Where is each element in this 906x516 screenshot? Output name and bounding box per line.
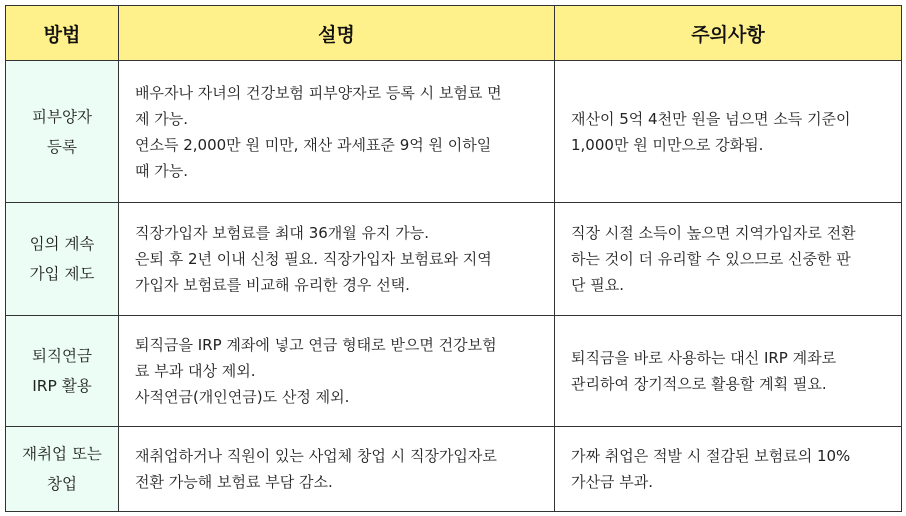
caution-text: 가산금 부과.	[571, 473, 653, 491]
caution-cell	[555, 203, 902, 316]
header-caution: 주의사항	[555, 6, 902, 61]
method-text: 임의 계속	[29, 235, 95, 253]
description-text: 료 부과 대상 제외.	[135, 362, 256, 380]
method-text: 피부양자	[32, 107, 92, 126]
caution-cell	[555, 427, 902, 512]
caution-text: 퇴직금을 바로 사용하는 대신 IRP 계좌로	[571, 349, 837, 367]
table-row	[6, 316, 902, 427]
comparison-table-container	[5, 5, 901, 511]
description-text: 제 가능.	[135, 109, 189, 128]
description-text: 재취업하거나 직원이 있는 사업체 창업 시 직장가입자로	[135, 447, 497, 465]
description-cell	[119, 316, 555, 427]
header-description: 설명	[119, 6, 555, 61]
method-cell	[6, 427, 119, 512]
method-text: 등록	[47, 137, 77, 156]
method-cell	[6, 203, 119, 316]
method-text: IRP 활용	[32, 377, 92, 395]
caution-cell	[555, 61, 902, 203]
caution-text: 단 필요.	[571, 276, 625, 294]
method-text: 퇴직연금	[32, 347, 92, 365]
method-cell	[6, 316, 119, 427]
comparison-table	[5, 5, 902, 512]
description-text: 은퇴 후 2년 이내 신청 필요. 직장가입자 보험료와 지역	[135, 250, 492, 268]
header-method: 방법	[6, 6, 119, 61]
method-cell	[6, 61, 119, 203]
method-text: 가입 제도	[29, 265, 95, 283]
description-cell	[119, 427, 555, 512]
caution-text: 하는 것이 더 유리할 수 있으므로 신중한 판	[571, 250, 851, 268]
description-cell	[119, 203, 555, 316]
description-text: 가입자 보험료를 비교해 유리한 경우 선택.	[135, 276, 410, 294]
description-text: 직장가입자 보험료를 최대 36개월 유지 가능.	[135, 224, 430, 242]
description-text: 전환 가능해 보험료 부담 감소.	[135, 473, 333, 491]
description-text: 배우자나 자녀의 건강보험 피부양자로 등록 시 보험료 면	[135, 83, 502, 102]
description-text: 연소득 2,000만 원 미만, 재산 과세표준 9억 원 이하일	[135, 135, 492, 154]
table-header-row	[6, 6, 902, 61]
description-text: 사적연금(개인연금)도 산정 제외.	[135, 388, 350, 406]
table-row	[6, 427, 902, 512]
description-text: 때 가능.	[135, 161, 189, 180]
table-row	[6, 61, 902, 203]
caution-text: 직장 시절 소득이 높으면 지역가입자로 전환	[571, 224, 856, 242]
caution-text: 가짜 취업은 적발 시 절감된 보험료의 10%	[571, 447, 851, 465]
table-row	[6, 203, 902, 316]
description-cell	[119, 61, 555, 203]
caution-text: 1,000만 원 미만으로 강화됨.	[571, 135, 764, 154]
caution-text: 관리하여 장기적으로 활용할 계획 필요.	[571, 375, 827, 393]
method-text: 재취업 또는	[22, 445, 102, 463]
method-text: 창업	[47, 475, 77, 493]
caution-cell	[555, 316, 902, 427]
caution-text: 재산이 5억 4천만 원을 넘으면 소득 기준이	[571, 109, 851, 128]
description-text: 퇴직금을 IRP 계좌에 넣고 연금 형태로 받으면 건강보험	[135, 336, 497, 354]
